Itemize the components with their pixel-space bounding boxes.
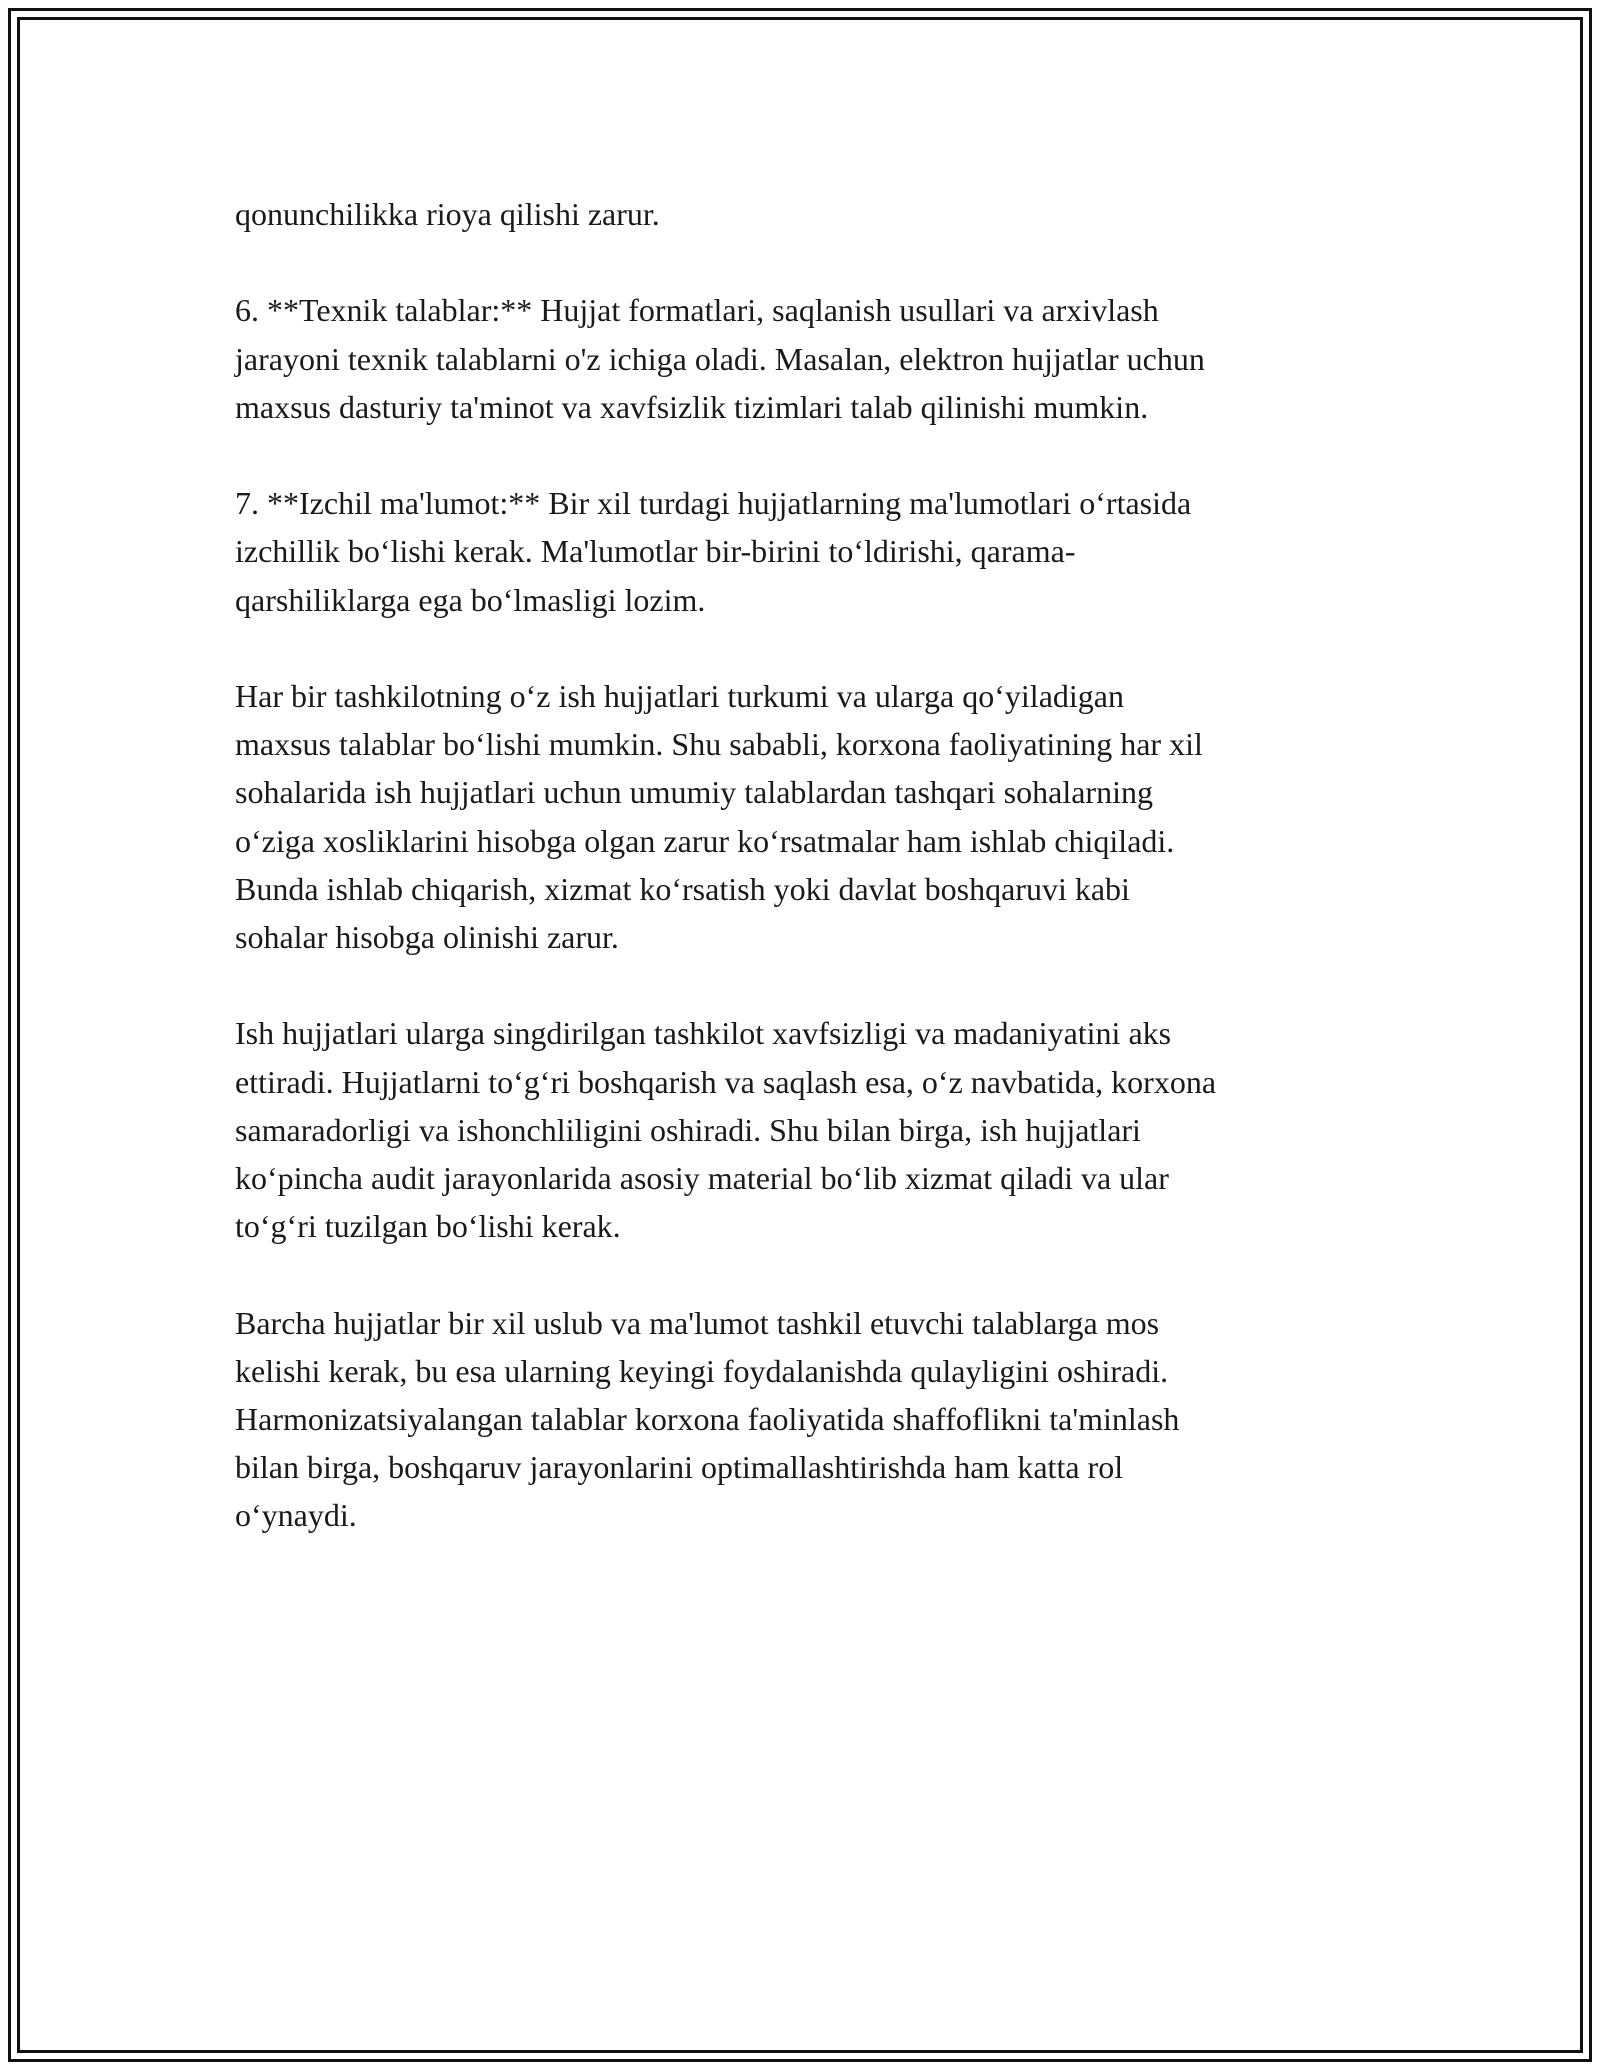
text-line: ko‘pincha audit jarayonlarida asosiy material bo‘lib xizmat qiladi va ular	[235, 1160, 1169, 1196]
text-line: to‘g‘ri tuzilgan bo‘lishi kerak.	[235, 1208, 621, 1245]
paragraph-gap	[235, 961, 1375, 1009]
text-line: Harmonizatsiyalangan talablar korxona faoliyatida shaffoflikni ta'minlash	[235, 1401, 1180, 1437]
paragraph-consistent-data	[235, 479, 1375, 624]
text-line: Bunda ishlab chiqarish, xizmat ko‘rsatish yoki davlat boshqaruvi kabi	[235, 870, 1130, 907]
paragraph-security-culture	[235, 1009, 1375, 1250]
document-body	[235, 190, 1375, 1540]
paragraph-gap	[235, 238, 1375, 286]
paragraph-gap	[235, 431, 1375, 479]
text-line: kelishi kerak, bu esa ularning keyingi foydalanishda qulayligini oshiradi.	[235, 1352, 1169, 1389]
paragraph-continuation	[235, 190, 1375, 238]
text-line: 6. **Texnik talablar:** Hujjat formatlari, saqlanish usullari va arxivlash	[235, 292, 1159, 329]
paragraph-technical-requirements	[235, 286, 1375, 431]
text-line: qonunchilikka rioya qilishi zarur.	[235, 196, 660, 232]
paragraph-gap	[235, 624, 1375, 672]
text-line: ettiradi. Hujjatlarni to‘g‘ri boshqarish va saqlash esa, o‘z navbatida, korxona	[235, 1063, 1217, 1100]
text-line: bilan birga, boshqaruv jarayonlarini optimallashtirishda ham katta rol	[235, 1449, 1124, 1486]
text-line: qarshiliklarga ega bo‘lmasligi lozim.	[235, 581, 706, 618]
text-line: o‘ziga xosliklarini hisobga olgan zarur ko‘rsatmalar ham ishlab chiqiladi.	[235, 822, 1175, 859]
text-line: maxsus dasturiy ta'minot va xavfsizlik tizimlari talab qilinishi mumkin.	[235, 388, 1149, 425]
text-line: 7. **Izchil ma'lumot:** Bir xil turdagi hujjatlarning ma'lumotlari o‘rtasida	[235, 485, 1192, 522]
text-line: Har bir tashkilotning o‘z ish hujjatlari turkumi va ularga qo‘yiladigan	[235, 677, 1124, 714]
text-line: maxsus talablar bo‘lishi mumkin. Shu sababli, korxona faoliyatining har xil	[235, 726, 1203, 763]
text-line: izchillik bo‘lishi kerak. Ma'lumotlar bir-birini to‘ldirishi, qarama-	[235, 533, 1076, 570]
text-line: jarayoni texnik talablarni o'z ichiga oladi. Masalan, elektron hujjatlar uchun	[235, 340, 1205, 377]
text-line: Ish hujjatlari ularga singdirilgan tashkilot xavfsizligi va madaniyatini aks	[235, 1015, 1172, 1052]
text-line: sohalarida ish hujjatlari uchun umumiy talablardan tashqari sohalarning	[235, 774, 1153, 811]
paragraph-harmonization	[235, 1299, 1375, 1540]
paragraph-gap	[235, 1250, 1375, 1298]
text-line: Barcha hujjatlar bir xil uslub va ma'lumot tashkil etuvchi talablarga mos	[235, 1304, 1160, 1341]
text-line: samaradorligi va ishonchliligini oshiradi. Shu bilan birga, ish hujjatlari	[235, 1111, 1141, 1148]
paragraph-organization-requirements	[235, 672, 1375, 961]
text-line: sohalar hisobga olinishi zarur.	[235, 919, 619, 955]
text-line: o‘ynaydi.	[235, 1497, 357, 1534]
